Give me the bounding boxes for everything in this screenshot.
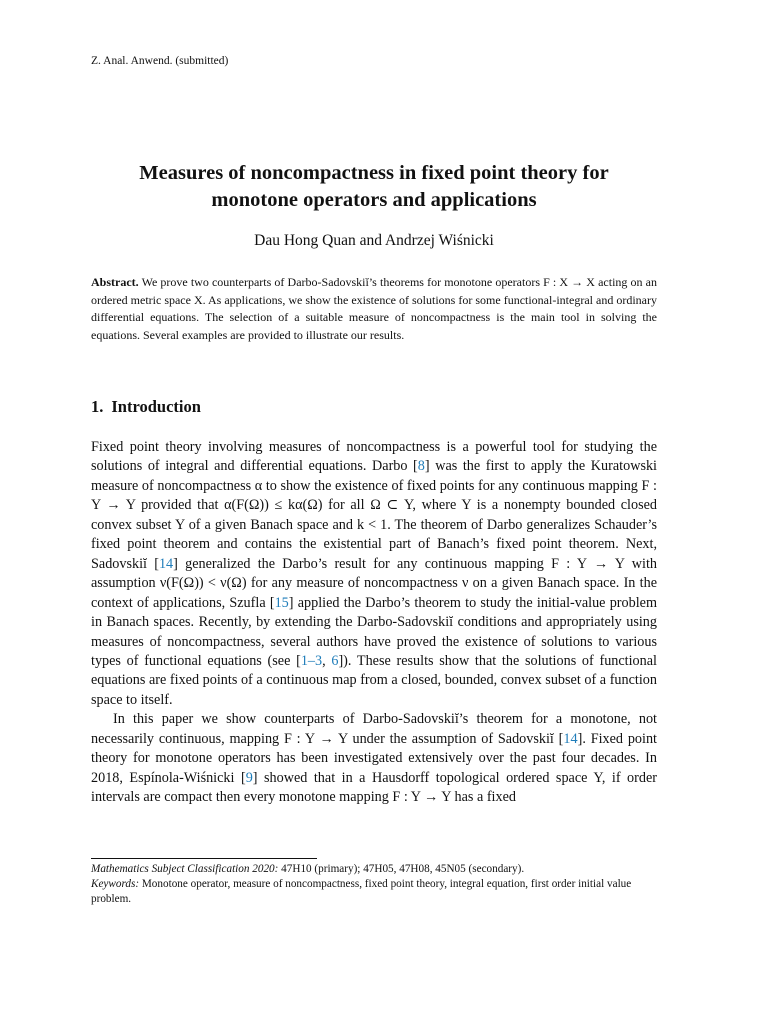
title-line-1: Measures of noncompactness in fixed point theory for	[139, 162, 609, 184]
text-run: ,	[322, 652, 332, 669]
section-title: Introduction	[111, 397, 201, 416]
footnote-keywords	[91, 877, 657, 907]
paragraph-2	[91, 710, 657, 807]
footnote-msc	[91, 862, 657, 877]
abstract	[91, 274, 657, 344]
paper-title	[60, 160, 688, 214]
text-run: ]). These results show that the solutions of functional equations are fixed points of a continuous map from a closed, bounded, convex subset of a function space to itself.	[91, 652, 657, 708]
msc-label: Mathematics Subject Classification 2020:	[91, 863, 279, 875]
keywords-text: Monotone operator, measure of noncompactness, fixed point theory, integral equation, first order initial value problem.	[91, 878, 632, 906]
keywords-label: Keywords:	[91, 878, 140, 891]
text-run: ] was the first to apply the Kuratowski measure of noncompactness α to show the existence of fixed points for any continuous mapping F : Y → Y provided that α(F(Ω)) ≤ kα(Ω) for all Ω ⊂ Y, where Y is a nonempty bounded closed convex subset Y of a given Banach space and k < 1. The theorem of Darbo generalizes Schauder’s fixed point theorem and contains the existential part of Banach’s fixed point theorem. Next, Sadovskiĭ [	[91, 458, 657, 572]
abstract-text: We prove two counterparts of Darbo-Sadovskiĭ’s theorems for monotone operators F : X → X acting on an ordered metric space X. As applications, we show the existence of solutions for some functional-integral and ordinary differential equations. The selection of a suitable measure of noncompactness is the main tool in solving the equations. Several examples are provided to illustrate our results.	[91, 275, 657, 342]
title-line-2: monotone operators and applications	[211, 189, 537, 211]
footnotes	[91, 862, 657, 908]
body-text	[91, 438, 657, 808]
section-heading	[91, 397, 201, 417]
journal-header: Z. Anal. Anwend. (submitted)	[91, 55, 229, 67]
citation-link[interactable]: 14	[158, 555, 174, 572]
abstract-label: Abstract.	[91, 275, 139, 289]
author-list: Dau Hong Quan and Andrzej Wiśnicki	[254, 232, 494, 249]
text-run: ] generalized the Darbo’s result for any continuous mapping F : Y → Y with assumption ν(F(Ω)) < ν(Ω) for any measure of noncompactness ν on a given Banach space. In the context of applications, Szufla [	[91, 555, 657, 611]
citation-link[interactable]: 15	[274, 594, 289, 611]
citation-link[interactable]: 14	[563, 730, 578, 747]
text-run: ]. Fixed point theory for monotone operators has been investigated extensively over the past four decades. In 2018, Espínola-Wiśnicki [	[91, 730, 657, 786]
footnote-rule	[91, 858, 317, 859]
text-run: Fixed point theory involving measures of noncompactness is a powerful tool for studying the solutions of integral and differential equations. Darbo [	[91, 439, 657, 475]
paragraph-1	[91, 438, 657, 710]
section-number: 1.	[91, 397, 104, 416]
citation-link[interactable]: 6	[331, 652, 339, 669]
citation-link[interactable]: 8	[417, 458, 425, 475]
msc-text: 47H10 (primary); 47H05, 47H08, 45N05 (secondary).	[281, 863, 525, 875]
text-run: In this paper we show counterparts of Darbo-Sadovskiĭ’s theorem for a monotone, not necessarily continuous, mapping F : Y → Y under the assumption of Sadovskiĭ [	[91, 711, 657, 747]
citation-link[interactable]: 9	[245, 769, 253, 786]
text-run: ] showed that in a Hausdorff topological ordered space Y, if order intervals are compact then every monotone mapping F : Y → Y has a fixed	[91, 769, 657, 806]
citation-link[interactable]: 1–3	[300, 652, 323, 669]
text-run: ] applied the Darbo’s theorem to study the initial-value problem in Banach spaces. Recently, by extending the Darbo-Sadovskiĭ conditions and appropriately using measures of noncompactness, several authors have proved the existence of solutions to various types of functional equations (see [	[91, 594, 657, 669]
